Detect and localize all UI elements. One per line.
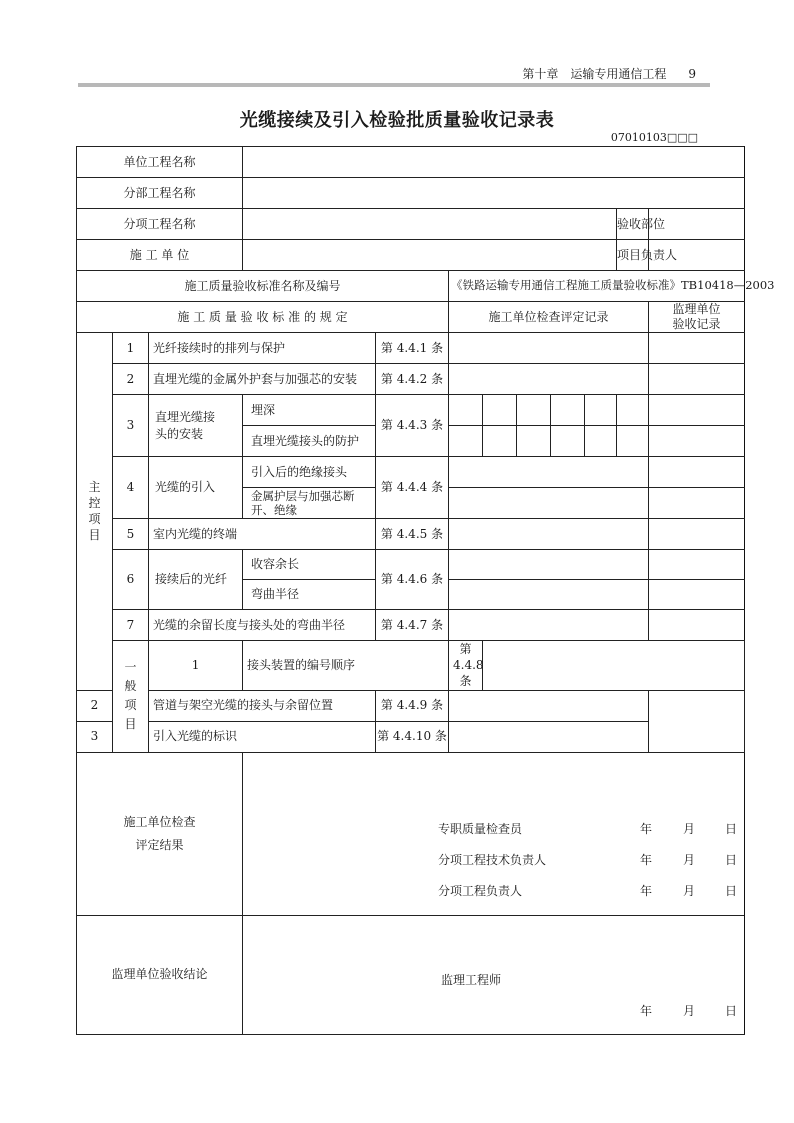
main-item-row-4a [77,457,745,488]
check-subcell[interactable] [483,395,517,426]
supervisor-header-line2: 验收记录 [672,317,721,331]
check-cell[interactable] [449,721,649,752]
check-header: 施工单位检查评定记录 [449,302,649,333]
main-item-row-6a [77,550,745,580]
subitem-project-label: 分项工程名称 [77,209,243,240]
check-result-body[interactable] [243,752,745,915]
check-cell[interactable] [449,333,649,364]
division-project-value[interactable] [243,178,745,209]
item-text: 光缆的引入 [149,457,243,519]
supervisor-header-line1: 监理单位 [672,302,721,316]
check-result-label [77,752,243,915]
item-clause: 第 4.4.7 条 [376,610,449,641]
supervisor-cell[interactable] [649,610,745,641]
inspector-label: 专职质量检查员 [438,821,523,836]
item-clause: 第 4.4.10 条 [376,721,449,752]
row-check-result [77,752,745,915]
row-column-headers [77,302,745,333]
supervisor-cell[interactable] [649,333,745,364]
supervisor-cell[interactable] [649,580,745,610]
form-code: 07010103□□□ [610,131,698,144]
tech-lead-label: 分项工程技术负责人 [438,852,547,867]
row-subitem-project [77,209,745,240]
item-clause: 第 4.4.6 条 [376,550,449,610]
inspector-signature-row [438,821,738,837]
item-subtext: 金属护层与加强芯断开、绝缘 [243,488,376,519]
general-items-label [113,641,149,753]
running-head [522,65,696,82]
spec-header: 施 工 质 量 验 收 标 准 的 规 定 [77,302,449,333]
item-clause: 第 4.4.5 条 [376,519,449,550]
item-text: 光缆的余留长度与接头处的弯曲半径 [149,610,376,641]
engineer-signature-row [441,972,501,988]
item-clause: 第 4.4.1 条 [376,333,449,364]
main-item-row-2 [77,364,745,395]
main-item-row-1 [77,333,745,364]
subitem-lead-label: 分项工程负责人 [438,883,523,898]
check-cell[interactable] [449,488,649,519]
chapter-title: 第十章 运输专用通信工程 [522,67,667,81]
item-clause: 第 4.4.8 条 [449,641,483,691]
supervisor-cell[interactable] [649,457,745,488]
main-item-row-3a [77,395,745,426]
year-label: 年 [640,883,653,898]
general-label-char: 项 [124,698,137,713]
supervisor-cell[interactable] [649,395,745,426]
year-label: 年 [640,821,653,836]
tech-lead-signature-row [438,852,738,868]
day-label: 日 [725,821,738,836]
check-cell[interactable] [449,610,649,641]
check-cell[interactable] [449,519,649,550]
item-text: 直埋光缆的金属外护套与加强芯的安装 [149,364,376,395]
month-label: 月 [683,883,696,898]
check-cell[interactable] [449,364,649,395]
check-subcell[interactable] [585,395,617,426]
item-number: 6 [113,550,149,610]
unit-project-value[interactable] [243,147,745,178]
item-subtext: 收容余长 [243,550,376,580]
construction-unit-label: 施 工 单 位 [77,240,243,271]
supervision-body[interactable] [243,915,745,1034]
check-subcell[interactable] [517,395,551,426]
item-number: 1 [113,333,149,364]
unit-project-label: 单位工程名称 [77,147,243,178]
item-clause: 第 4.4.2 条 [376,364,449,395]
item-clause: 第 4.4.9 条 [376,690,449,721]
item-number: 4 [113,457,149,519]
item-subtext: 引入后的绝缘接头 [243,457,376,488]
row-standard [77,271,745,302]
general-item-row-1 [77,641,745,691]
supervisor-cell[interactable] [649,519,745,550]
subitem-lead-signature-row [438,883,738,899]
day-label: 日 [725,852,738,867]
month-label: 月 [683,852,696,867]
general-label-char: 目 [124,717,137,732]
general-item-row-3 [77,721,745,752]
supervision-label: 监理单位验收结论 [77,915,243,1034]
item-clause: 第 4.4.4 条 [376,457,449,519]
item-number: 1 [149,641,243,691]
item-subtext: 埋深 [243,395,376,426]
day-label: 日 [725,883,738,898]
item-clause: 第 4.4.3 条 [376,395,449,457]
item-number: 2 [77,690,113,721]
day-label: 日 [725,1003,738,1018]
check-subcell[interactable] [517,426,551,457]
document-title: 光缆接续及引入检验批质量验收记录表 [239,110,555,131]
supervisor-cell[interactable] [649,550,745,580]
check-cell[interactable] [449,457,649,488]
item-text: 直埋光缆接 头的安装 [149,395,243,457]
engineer-label: 监理工程师 [441,972,502,987]
item-text: 室内光缆的终端 [149,519,376,550]
check-subcell[interactable] [449,395,483,426]
check-subcell[interactable] [585,426,617,457]
supervisor-cell[interactable] [649,426,745,457]
general-label-char: 一 [124,659,137,674]
check-result-label-line1: 施工单位检查 [123,814,196,829]
item-text: 光纤接续时的排列与保护 [149,333,376,364]
check-subcell[interactable] [551,395,585,426]
main-label-char: 控 [88,496,101,511]
supervisor-cell[interactable] [649,364,745,395]
item-text: 接续后的光纤 [149,550,243,610]
item-number: 2 [113,364,149,395]
standard-name-value: 《铁路运输专用通信工程施工质量验收标准》TB10418—2003 [449,271,745,302]
general-label-char: 般 [124,679,137,694]
supervisor-header [649,302,745,333]
row-unit-project [77,147,745,178]
construction-unit-value[interactable] [243,240,617,271]
check-subcell[interactable] [551,426,585,457]
acceptance-record-table [76,146,775,1035]
item-number: 5 [113,519,149,550]
check-cell[interactable] [449,690,649,721]
acceptance-part-label: 验收部位 [617,209,649,240]
year-label: 年 [640,1003,653,1018]
item-subtext: 弯曲半径 [243,580,376,610]
check-subcell[interactable] [483,426,517,457]
header-rule [78,83,710,87]
project-leader-label: 项目负责人 [617,240,649,271]
item-number: 3 [113,395,149,457]
check-subcell[interactable] [617,426,649,457]
check-subcell[interactable] [449,426,483,457]
standard-name-label: 施工质量验收标准名称及编号 [77,271,449,302]
check-subcell[interactable] [617,395,649,426]
item-text: 接头装置的编号顺序 [243,641,449,691]
check-cell[interactable] [483,641,745,691]
main-items-label [77,333,113,691]
item-text: 引入光缆的标识 [149,721,376,752]
division-project-label: 分部工程名称 [77,178,243,209]
main-label-char: 目 [88,528,101,543]
subitem-project-value[interactable] [243,209,617,240]
general-item-row-2 [77,690,745,721]
item-subtext: 直埋光缆接头的防护 [243,426,376,457]
item-text: 管道与架空光缆的接头与余留位置 [149,690,376,721]
page-header [0,60,794,90]
year-label: 年 [640,852,653,867]
check-cell[interactable] [449,580,649,610]
check-cell[interactable] [449,550,649,580]
main-item-row-7 [77,610,745,641]
page-number: 9 [688,67,696,81]
row-construction-unit [77,240,745,271]
row-supervision [77,915,745,1034]
item-number: 7 [113,610,149,641]
row-division-project [77,178,745,209]
item-number: 3 [77,721,113,752]
supervisor-cell[interactable] [649,488,745,519]
month-label: 月 [683,1003,696,1018]
month-label: 月 [683,821,696,836]
main-label-char: 主 [88,479,101,494]
main-label-char: 项 [88,512,101,527]
check-result-label-line2: 评定结果 [135,837,184,852]
main-item-row-5 [77,519,745,550]
